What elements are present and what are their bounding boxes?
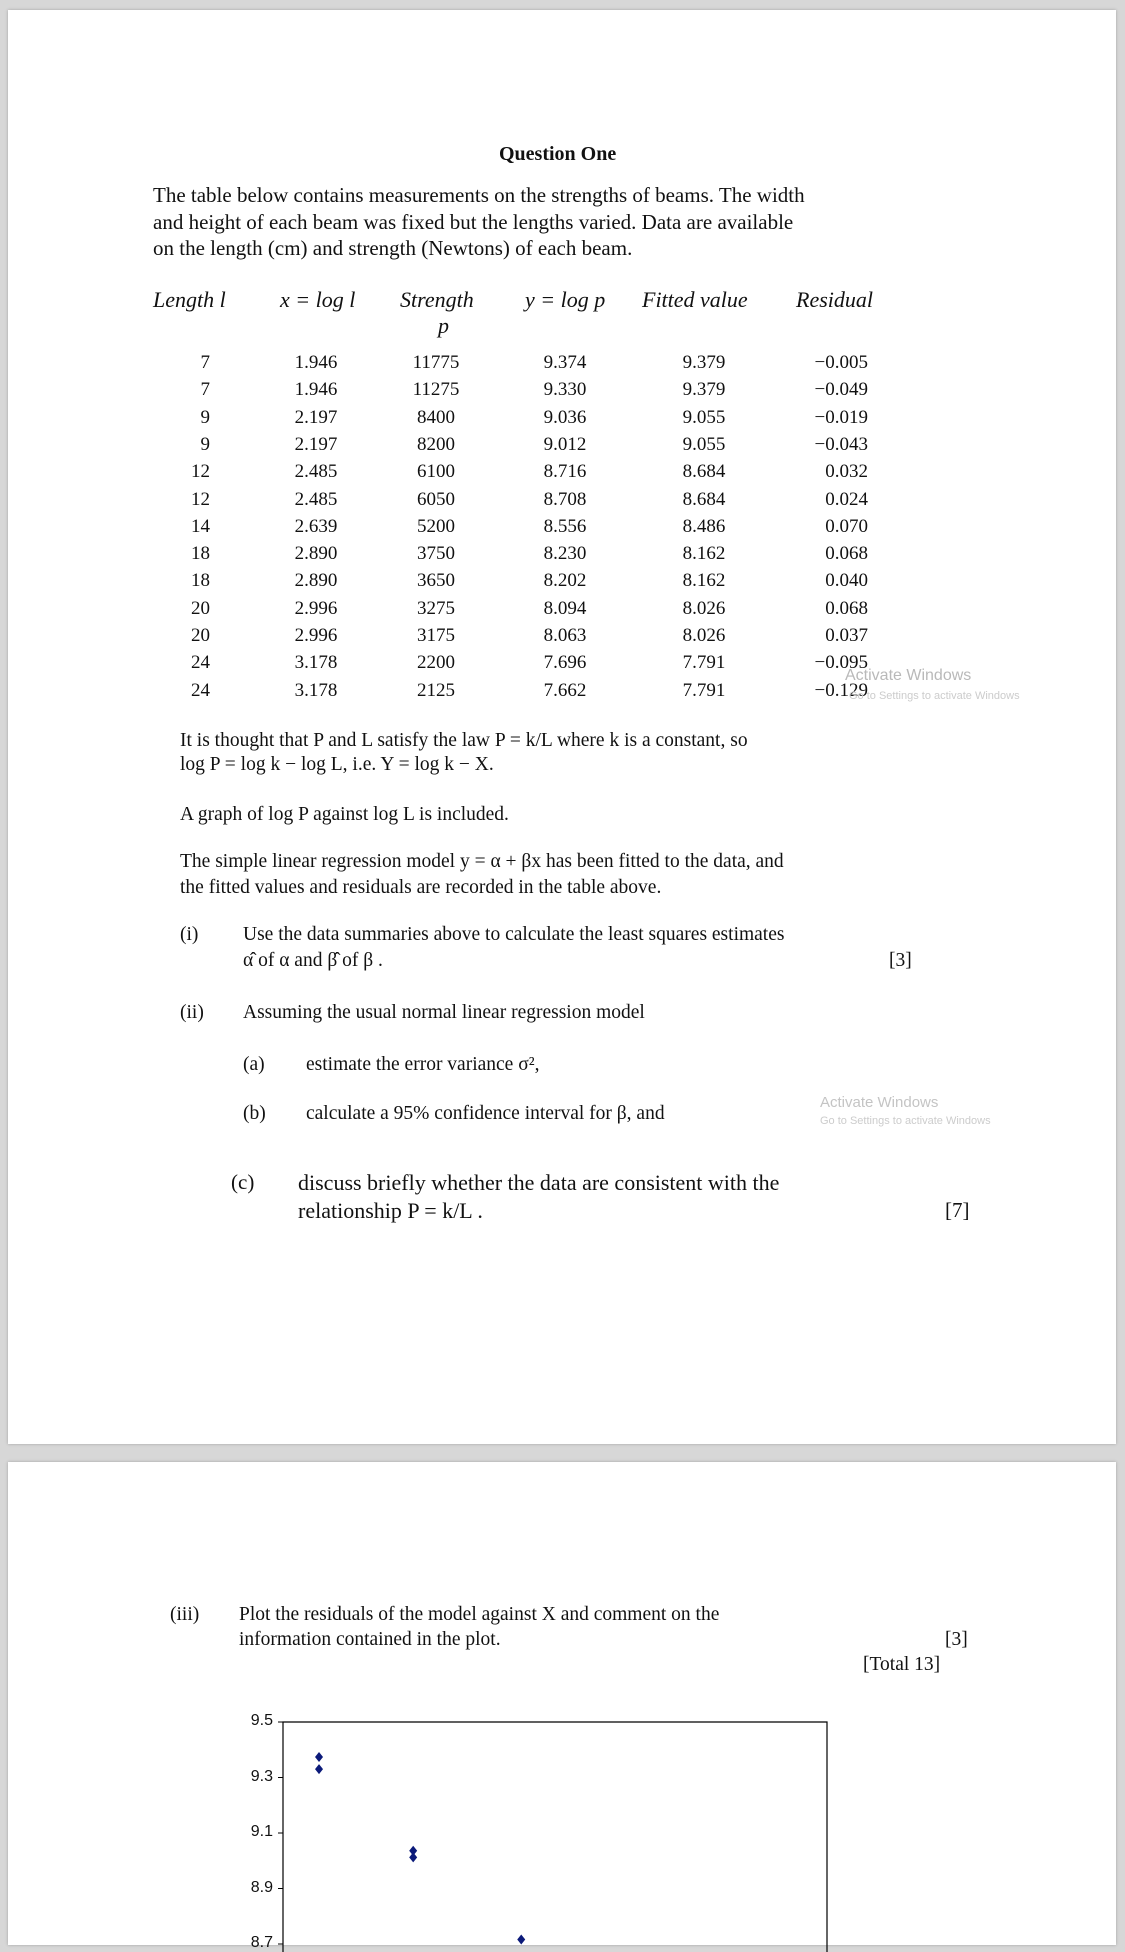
table-header-residual: Residual — [796, 287, 873, 312]
table-header-fitted: Fitted value — [642, 287, 748, 312]
table-cell-r12-c0: 24 — [191, 679, 210, 701]
table-cell-r0-c4: 9.379 — [682, 352, 726, 373]
table-cell-r1-c4: 9.379 — [682, 379, 726, 401]
table-cell-r9-c5: 0.068 — [825, 597, 868, 619]
table-cell-r10-c2: 3175 — [417, 625, 455, 646]
table-header-length: Length l — [153, 287, 226, 312]
table-cell-r9-c2: 3275 — [417, 597, 455, 619]
part-c-line-2: relationship P = k/L . — [298, 1198, 483, 1223]
table-cell-r4-c2: 6100 — [417, 461, 455, 483]
watermark-settings-1: Go to Settings to activate Windows — [849, 690, 1020, 702]
table-cell-r0-c0: 7 — [200, 352, 210, 373]
table-cell-r7-c0: 18 — [191, 543, 210, 565]
scatter-chart — [8, 1462, 1116, 1951]
table-cell-r4-c3: 8.716 — [543, 461, 587, 483]
table-cell-r1-c5: −0.049 — [814, 379, 868, 401]
table-cell-r7-c4: 8.162 — [682, 543, 726, 565]
table-cell-r7-c2: 3750 — [417, 543, 455, 565]
law-line-1: It is thought that P and L satisfy the law P = k/L where k is a constant, so — [180, 730, 748, 751]
table-cell-r12-c2: 2125 — [417, 679, 455, 701]
part-i-label: (i) — [180, 924, 199, 945]
table-cell-r8-c4: 8.162 — [682, 570, 726, 592]
table-cell-r6-c3: 8.556 — [543, 515, 587, 537]
table-cell-r3-c4: 9.055 — [682, 433, 726, 455]
intro-line-3: on the length (cm) and strength (Newtons) of each beam. — [153, 236, 633, 260]
table-cell-r8-c1: 2.890 — [294, 570, 338, 592]
model-line-1: The simple linear regression model y = α + βx has been fitted to the data, and — [180, 851, 784, 872]
table-cell-r5-c1: 2.485 — [294, 488, 338, 510]
watermark-activate-2: Activate Windows — [820, 1094, 939, 1111]
table-cell-r7-c5: 0.068 — [825, 543, 868, 565]
table-cell-r11-c1: 3.178 — [294, 652, 338, 674]
part-iii-line-2: information contained in the plot. — [239, 1629, 501, 1650]
table-cell-r10-c4: 8.026 — [682, 625, 726, 646]
part-a-label: (a) — [243, 1054, 265, 1075]
law-line-2: log P = log k − log L, i.e. Y = log k − X. — [180, 754, 494, 775]
table-cell-r10-c5: 0.037 — [825, 625, 868, 646]
watermark-activate-1: Activate Windows — [845, 667, 972, 684]
table-cell-r9-c3: 8.094 — [543, 597, 587, 619]
table-cell-r9-c4: 8.026 — [682, 597, 726, 619]
table-cell-r11-c0: 24 — [191, 652, 210, 674]
table-cell-r6-c2: 5200 — [417, 515, 455, 537]
data-point — [517, 1935, 525, 1945]
table-cell-r11-c2: 2200 — [417, 652, 455, 674]
table-cell-r5-c4: 8.684 — [682, 488, 726, 510]
table-cell-r1-c0: 7 — [200, 379, 210, 401]
table-cell-r5-c0: 12 — [191, 488, 210, 510]
table-cell-r6-c4: 8.486 — [682, 515, 726, 537]
table-cell-r4-c4: 8.684 — [682, 461, 726, 483]
intro-line-1: The table below contains measurements on the strengths of beams. The width — [153, 183, 805, 207]
y-tick-label: 8.7 — [250, 1934, 273, 1951]
y-tick-label: 9.5 — [250, 1712, 273, 1729]
table-cell-r11-c4: 7.791 — [682, 652, 726, 674]
table-cell-r4-c0: 12 — [191, 461, 210, 483]
table-cell-r8-c3: 8.202 — [543, 570, 587, 592]
table-header-x: x = log l — [280, 287, 356, 312]
y-tick-label: 9.1 — [250, 1823, 273, 1840]
part-i-line-1: Use the data summaries above to calculate the least squares estimates — [243, 924, 785, 945]
y-tick-label: 9.3 — [250, 1767, 273, 1785]
part-iii-line-1: Plot the residuals of the model against X and comment on the — [239, 1604, 720, 1625]
watermark-settings-2: Go to Settings to activate Windows — [820, 1115, 991, 1127]
table-cell-r10-c1: 2.996 — [294, 625, 338, 646]
document-page-2 — [8, 1462, 1116, 1951]
graph-note: A graph of log P against log L is included. — [180, 804, 509, 825]
table-cell-r2-c5: −0.019 — [814, 406, 868, 428]
table-cell-r9-c0: 20 — [191, 597, 210, 619]
table-cell-r0-c1: 1.946 — [294, 352, 338, 373]
part-iii-marks: [3] — [945, 1629, 968, 1650]
table-cell-r2-c2: 8400 — [417, 406, 455, 428]
table-cell-r12-c1: 3.178 — [294, 679, 338, 701]
table-cell-r10-c3: 8.063 — [543, 625, 587, 646]
part-iii-label: (iii) — [170, 1604, 200, 1625]
question-title: Question One — [499, 143, 617, 165]
table-cell-r9-c1: 2.996 — [294, 597, 338, 619]
table-cell-r10-c0: 20 — [191, 625, 210, 646]
table-cell-r3-c0: 9 — [200, 433, 210, 455]
table-cell-r2-c1: 2.197 — [294, 406, 338, 428]
table-cell-r3-c3: 9.012 — [543, 433, 587, 455]
table-cell-r8-c0: 18 — [191, 570, 210, 592]
table-cell-r7-c1: 2.890 — [294, 543, 338, 565]
table-cell-r0-c2: 11775 — [412, 352, 460, 373]
part-a-text: estimate the error variance σ², — [306, 1054, 540, 1075]
table-cell-r5-c3: 8.708 — [543, 488, 587, 510]
table-cell-r3-c2: 8200 — [417, 433, 455, 455]
model-line-2: the fitted values and residuals are recorded in the table above. — [180, 877, 662, 898]
data-point — [315, 1752, 323, 1762]
table-cell-r6-c5: 0.070 — [825, 515, 868, 537]
table-cell-r12-c3: 7.662 — [543, 679, 587, 701]
table-cell-r12-c5: −0.129 — [814, 679, 868, 701]
table-cell-r2-c0: 9 — [200, 406, 210, 428]
part-ii-label: (ii) — [180, 1002, 204, 1023]
y-tick-label: 8.9 — [250, 1878, 273, 1896]
table-cell-r4-c1: 2.485 — [294, 461, 338, 483]
intro-line-2: and height of each beam was fixed but the lengths varied. Data are available — [153, 210, 794, 234]
table-cell-r8-c2: 3650 — [417, 570, 455, 592]
table-header-strength-sub: p — [438, 313, 449, 338]
part-c-line-1: discuss briefly whether the data are consistent with the — [298, 1170, 780, 1195]
table-cell-r1-c3: 9.330 — [543, 379, 587, 401]
table-cell-r11-c3: 7.696 — [543, 652, 587, 674]
table-cell-r1-c1: 1.946 — [294, 379, 338, 401]
table-header-strength: Strength — [400, 287, 474, 312]
table-cell-r7-c3: 8.230 — [543, 543, 587, 565]
document-page-1 — [8, 10, 1116, 1444]
plot-frame — [283, 1722, 827, 1952]
data-point — [315, 1764, 323, 1774]
chart-canvas — [8, 1462, 1116, 1945]
table-cell-r2-c4: 9.055 — [682, 406, 726, 428]
table-cell-r6-c0: 14 — [191, 515, 210, 537]
part-b-label: (b) — [243, 1103, 266, 1124]
part-b-text: calculate a 95% confidence interval for β, and — [306, 1103, 665, 1124]
table-cell-r5-c2: 6050 — [417, 488, 455, 510]
table-cell-r3-c5: −0.043 — [814, 433, 868, 455]
table-cell-r4-c5: 0.032 — [825, 461, 868, 483]
table-cell-r1-c2: 11275 — [412, 379, 460, 401]
part-c-label: (c) — [231, 1170, 255, 1194]
table-cell-r2-c3: 9.036 — [543, 406, 587, 428]
part-i-marks: [3] — [889, 950, 912, 971]
total-marks: [Total 13] — [863, 1654, 941, 1675]
table-cell-r3-c1: 2.197 — [294, 433, 338, 455]
data-point — [409, 1852, 417, 1862]
table-cell-r11-c5: −0.095 — [814, 652, 868, 674]
part-ii-text: Assuming the usual normal linear regression model — [243, 1002, 645, 1023]
table-cell-r0-c5: −0.005 — [814, 352, 868, 373]
part-ii-marks: [7] — [945, 1198, 970, 1222]
table-header-y: y = log p — [525, 287, 606, 312]
table-cell-r8-c5: 0.040 — [825, 570, 868, 592]
table-cell-r12-c4: 7.791 — [682, 679, 726, 701]
part-i-line-2: α̂ of α and β̂ of β . — [243, 950, 383, 971]
table-cell-r5-c5: 0.024 — [825, 488, 868, 510]
table-cell-r6-c1: 2.639 — [294, 515, 338, 537]
table-cell-r0-c3: 9.374 — [543, 352, 587, 373]
